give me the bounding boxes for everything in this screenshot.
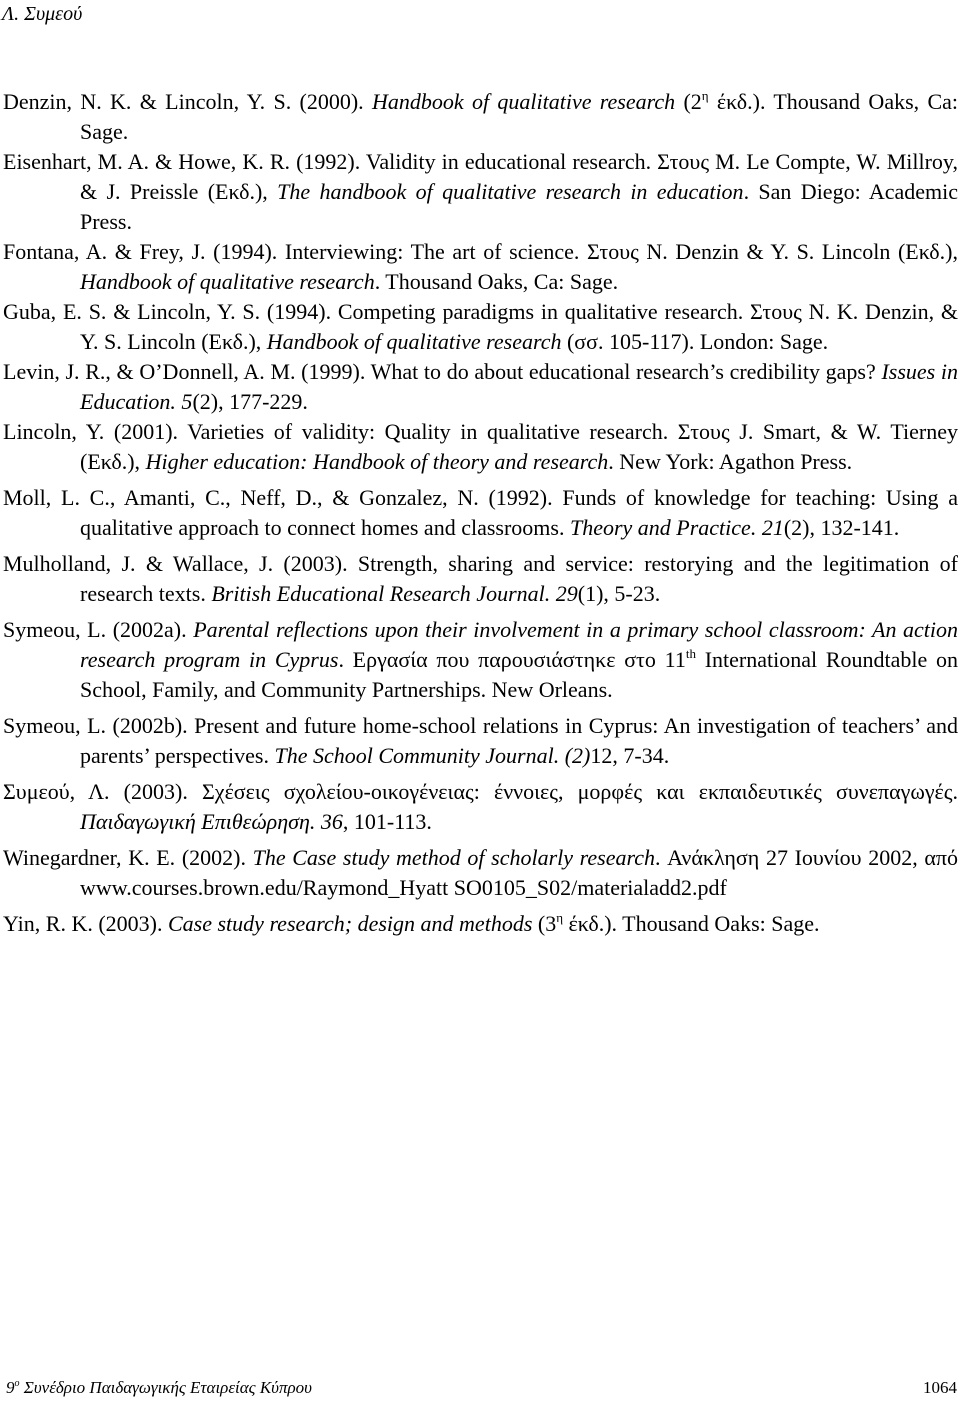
- reference-text: έκδ.). Thousand Oaks: Sage.: [563, 911, 820, 936]
- reference-title: The Case study method of scholarly research: [252, 845, 655, 870]
- reference-text: . Ανάκληση 27 Ιουνίου 2002, από www.courses.brown.edu/Raymond_Hyatt SO0105_S02/materialadd2.pdf: [80, 845, 958, 900]
- reference-moll-et-al: [3, 483, 958, 543]
- reference-text: (1), 5-23.: [577, 581, 661, 606]
- reference-text: . Thousand Oaks, Ca: Sage.: [374, 269, 619, 294]
- reference-text: . New York: Agathon Press.: [608, 449, 853, 474]
- reference-eisenhart-howe: [3, 147, 958, 237]
- reference-text: (2: [675, 89, 702, 114]
- reference-text: (σσ. 105-117). London: Sage.: [561, 329, 829, 354]
- conference-name: Συνέδριο Παιδαγωγικής Εταιρείας Κύπρου: [19, 1378, 312, 1397]
- reference-text: 12, 7-34.: [590, 743, 670, 768]
- reference-title: Case study research; design and methods: [168, 911, 533, 936]
- reference-title: Handbook of qualitative research: [266, 329, 562, 354]
- reference-list: [3, 87, 958, 939]
- reference-text: (2), 132-141.: [783, 515, 900, 540]
- reference-title: Higher education: Handbook of theory and research: [145, 449, 609, 474]
- reference-text: Mulholland, J. & Wallace, J. (2003). Strength, sharing and service: restorying and the legitimation of research texts.: [3, 551, 958, 606]
- reference-title: Parental reflections upon their involvement in a primary school classroom: An action research program in Cyprus: [80, 617, 959, 672]
- reference-title: Παιδαγωγική Επιθεώρηση. 36: [80, 809, 343, 834]
- reference-title: Issues in Education. 5: [80, 359, 958, 414]
- ordinal-superscript: ο: [14, 1378, 20, 1389]
- reference-text: (3: [532, 911, 557, 936]
- reference-text: . Εργασία που παρουσιάστηκε στο 11: [338, 647, 686, 672]
- reference-title: Handbook of qualitative research: [80, 269, 375, 294]
- reference-symeou-2003: [3, 777, 958, 837]
- reference-title: The School Community Journal. (2): [274, 743, 591, 768]
- reference-guba-lincoln: [3, 297, 958, 357]
- reference-symeou-2002b: [3, 711, 958, 771]
- reference-text: International Roundtable on School, Family, and Community Partnerships. New Orleans.: [80, 647, 958, 702]
- ordinal-superscript: th: [685, 646, 696, 661]
- conference-title: [6, 1377, 312, 1399]
- reference-yin: [3, 909, 958, 939]
- reference-text: (2), 177-229.: [192, 389, 308, 414]
- reference-text: Symeou, L. (2002a).: [3, 617, 194, 642]
- reference-text: Yin, R. K. (2003).: [3, 911, 168, 936]
- reference-lincoln-2001: [3, 417, 958, 477]
- reference-text: . San Diego: Academic Press.: [80, 179, 959, 234]
- reference-text: έκδ.). Thousand Oaks, Ca: Sage.: [80, 89, 959, 144]
- reference-symeou-2002a: [3, 615, 958, 705]
- reference-text: Συμεού, Λ. (2003). Σχέσεις σχολείου-οικογένειας: έννοιες, μορφές και εκπαιδευτικές συνεπαγωγές.: [3, 779, 958, 804]
- page-footer: [6, 1377, 957, 1399]
- reference-text: , 101-113.: [342, 809, 432, 834]
- edition-superscript: η: [701, 88, 709, 103]
- reference-text: Symeou, L. (2002b). Present and future home-school relations in Cyprus: An investigation of teachers’ and parents’ perspectives.: [3, 713, 958, 768]
- reference-mulholland-wallace: [3, 549, 958, 609]
- reference-text: Denzin, N. K. & Lincoln, Y. S. (2000).: [3, 89, 372, 114]
- reference-title: The handbook of qualitative research in education: [277, 179, 744, 204]
- edition-superscript: η: [556, 910, 564, 925]
- reference-title: Theory and Practice. 21: [569, 515, 784, 540]
- reference-winegardner: [3, 843, 958, 903]
- conference-number: 9: [6, 1378, 15, 1397]
- reference-denzin-lincoln: [3, 87, 958, 147]
- page-number: 1064: [923, 1378, 957, 1397]
- reference-text: Moll, L. C., Amanti, C., Neff, D., & Gonzalez, N. (1992). Funds of knowledge for teaching: Using a qualitative approach to connect homes and classrooms.: [3, 485, 958, 540]
- reference-levin-odonnell: [3, 357, 958, 417]
- reference-text: Lincoln, Y. (2001). Varieties of validity: Quality in qualitative research. Στους J. Smart, & W. Tierney (Εκδ.),: [3, 419, 958, 474]
- reference-text: Levin, J. R., & O’Donnell, A. M. (1999). What to do about educational research’s credibility gaps?: [3, 359, 882, 384]
- running-title: Λ. Συμεού: [2, 3, 83, 25]
- reference-fontana-frey: [3, 237, 958, 297]
- reference-text: Fontana, A. & Frey, J. (1994). Interviewing: The art of science. Στους N. Denzin & Y. S. Lincoln (Εκδ.),: [3, 239, 958, 264]
- reference-text: Winegardner, K. E. (2002).: [3, 845, 253, 870]
- reference-text: Guba, E. S. & Lincoln, Y. S. (1994). Competing paradigms in qualitative research. Στους N. K. Denzin, & Y. S. Lincoln (Εκδ.),: [3, 299, 958, 354]
- reference-title: Handbook of qualitative research: [371, 89, 676, 114]
- reference-text: Eisenhart, M. A. & Howe, K. R. (1992). Validity in educational research. Στους M. Le Compte, W. Millroy, & J. Preissle (Εκδ.),: [3, 149, 958, 204]
- reference-title: British Educational Research Journal. 29: [211, 581, 578, 606]
